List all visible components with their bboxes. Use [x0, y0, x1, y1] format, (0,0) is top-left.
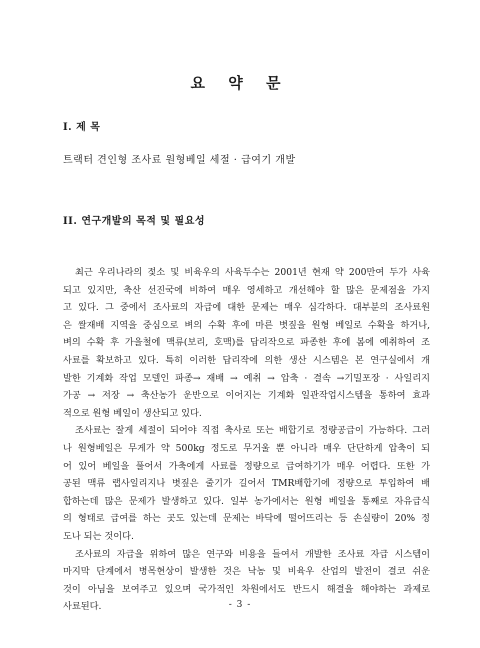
text-line: 되고 있지만, 축산 선진국에 비하여 매우 영세하고 개선해야 할 많은 문제점을 가지 [63, 284, 430, 296]
text-line: 적으로 원형 베일이 생산되고 있다. [63, 407, 202, 419]
text-line: 조사료의 자급을 위하여 많은 연구와 비용을 들여서 개발한 조사료 자급 시스템이 [75, 548, 430, 560]
body-text [63, 264, 430, 616]
paragraph [63, 264, 430, 422]
page-number: - 3 - [228, 600, 252, 610]
text-line: 최근 우리나라의 젖소 및 비육우의 사육두수는 2001년 현재 약 200만여 두가 사육 [75, 267, 430, 278]
text-line: 의 형태로 급여를 하는 곳도 있는데 문제는 바닥에 떨어뜨리는 등 손실량이 20% 정 [63, 513, 430, 525]
text-line: 것이 아님을 보여주고 있으며 국가적인 차원에서도 반드시 해결을 해야하는 과제로 [63, 583, 430, 595]
project-title: 트랙터 견인형 조사료 원형베일 세절 · 급여기 개발 [63, 155, 296, 166]
text-line: 사료를 확보하고 있다. 특히 이러한 답리작에 의한 생산 시스템은 본 연구실에서 개 [63, 354, 430, 366]
page-title: 요 약 문 [190, 74, 290, 92]
text-line: 가공 → 저장 → 축산농가 운반으로 이어지는 기계화 일관작업시스템을 통하여 효과 [63, 390, 430, 402]
text-line: 합하는데 많은 문제가 발생하고 있다. 일부 농가에서는 원형 베일을 통째로 자유급식 [63, 495, 430, 507]
text-line: 나 원형베일은 무게가 약 500kg 정도로 무거울 뿐 아니라 매우 단단하게 압축이 되 [63, 442, 430, 454]
text-line: 고 있다. 그 중에서 조사료의 자급에 대한 문제는 매우 심각하다. 대부분의 조사료원 [63, 302, 430, 314]
text-line: 벼의 수확 후 가을철에 맥류(보리, 호맥)를 답리작으로 파종한 후에 봄에 예취하여 조 [63, 337, 430, 349]
text-line: 어 있어 베일을 풀어서 가축에게 사료를 정량으로 급여하기가 매우 어렵다. 또한 가 [63, 460, 430, 472]
text-line: 은 쌀재배 지역을 중심으로 벼의 수확 후에 마른 볏짚을 원형 베일로 수확을 하거나, [63, 319, 430, 331]
text-line: 마지막 단계에서 병목현상이 발생한 것은 낙농 및 비육우 산업의 발전이 결코 쉬운 [63, 566, 430, 578]
text-line: 사료된다. [63, 601, 102, 613]
section-heading-title: I. 제 목 [63, 122, 101, 133]
text-line: 조사료는 잘게 세절이 되어야 직접 축사로 또는 배합기로 정량공급이 가능하다. 그러 [75, 425, 430, 437]
text-line: 공된 맥류 랩사일리지나 볏짚은 줄기가 길어서 TMR배합기에 정량으로 투입하여 배 [63, 478, 430, 490]
paragraph [63, 422, 430, 545]
section-heading-purpose: II. 연구개발의 목적 및 필요성 [63, 216, 206, 227]
text-line: 도나 되는 것이다. [63, 530, 134, 542]
text-line: 발한 기계화 작업 모델인 파종→ 재배 → 예취 → 압축 · 결속 →기밀포장 · 사일리지 [63, 372, 430, 384]
